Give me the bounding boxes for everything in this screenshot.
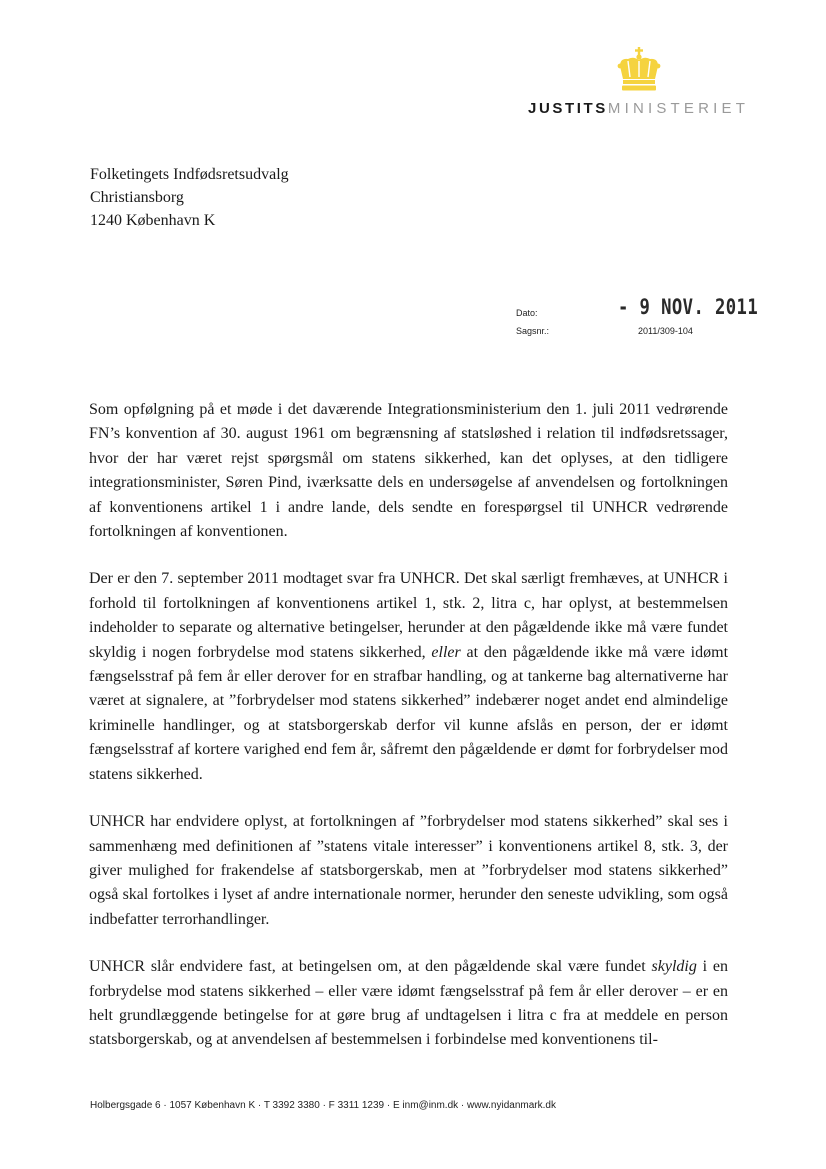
letter-meta bbox=[516, 295, 759, 365]
paragraph-2 bbox=[89, 567, 728, 787]
case-number: 2011/309-104 bbox=[638, 326, 693, 336]
crown-icon bbox=[614, 46, 664, 94]
ministry-logo bbox=[528, 46, 788, 126]
letter-body bbox=[89, 398, 728, 1053]
footer-contact: Holbergsgade 6 · 1057 København K · T 3392 3380 · F 3311 1239 · E inm@inm.dk · www.nyidanmark.dk bbox=[90, 1100, 556, 1111]
date-stamp: - 9 NOV. 2011 bbox=[618, 295, 759, 319]
recipient-city: 1240 København K bbox=[90, 212, 216, 229]
p4-emphasis: skyldig bbox=[651, 958, 697, 976]
p2-part-b: at den pågældende ikke må være idømt fængselsstraf på fem år eller derover for en strafbar handling, og at tankerne bag alternativerne har været at signalere, at ”forbrydelser mod statens sikkerhed” indebærer noget andet end almindelige kriminelle handlinger, og at statsborgerskab derfor vil kunne afslås en person, der er idømt fængselsstraf af kortere varighed end fem år, såfremt den pågældende er dømt for forbrydelser mod statens sikkerhed. bbox=[89, 643, 729, 783]
recipient-building: Christiansborg bbox=[90, 189, 184, 206]
date-label: Dato: bbox=[516, 308, 538, 318]
ministry-wordmark bbox=[528, 100, 788, 117]
paragraph-1: Som opfølgning på et møde i det daværende Integrationsministerium den 1. juli 2011 vedrørende FN’s konvention af 30. august 1961 om begrænsning af statsløshed i relation til indfødsretssager, hvor der har været rejst spørgsmål om statens sikkerhed, kan det oplyses, at den tidligere integrationsminister, Søren Pind, iværksatte dels en undersøgelse af anvendelsen og fortolkningen af konventionens artikel 1 i andre lande, dels sendte en forespørgsel til UNHCR vedrørende fortolkningen af konventionen. bbox=[89, 401, 728, 541]
brand-light: MINISTERIET bbox=[607, 100, 750, 117]
paragraph-3: UNHCR har endvidere oplyst, at fortolkningen af ”forbrydelser mod statens sikkerhed” skal ses i sammenhæng med definitionen af ”statens vitale interesser” i konventionens artikel 8, stk. 3, der giver mulighed for frakendelse af statsborgerskab, men at ”forbrydelser mod statens sikkerhed” også skal fortolkes i lyset af andre internationale normer, herunder den seneste udvikling, som også indbefatter terrorhandlinger. bbox=[89, 813, 728, 928]
recipient-address bbox=[90, 163, 289, 232]
p2-emphasis: eller bbox=[431, 643, 461, 661]
case-label: Sagsnr.: bbox=[516, 326, 550, 336]
p4-part-b: i en forbrydelse mod statens sikkerhed – eller være idømt fængselsstraf på fem år eller derover – er en helt grundlæggende betingelse for at gøre brug af undtagelsen i litra c fra at meddele en person statsborgerskab, og at anvendelsen af bestemmelsen i forbindelse med konventionens til- bbox=[89, 958, 729, 1049]
brand-bold: JUSTITS bbox=[528, 100, 608, 117]
p4-part-a: UNHCR slår endvidere fast, at betingelsen om, at den pågældende skal være fundet bbox=[89, 958, 646, 976]
paragraph-4 bbox=[89, 955, 728, 1053]
p2-part-a: Der er den 7. september 2011 modtaget svar fra UNHCR. Det skal særligt fremhæves, at UNHCR i forhold til fortolkningen af konventionens artikel 1, stk. 2, litra c, har oplyst, at bestemmelsen indeholder to separate og alternative betingelser, herunder at den pågældende ikke må være fundet skyldig i nogen forbrydelse mod statens sikkerhed, bbox=[89, 570, 728, 661]
recipient-name: Folketingets Indfødsretsudvalg bbox=[90, 166, 289, 183]
